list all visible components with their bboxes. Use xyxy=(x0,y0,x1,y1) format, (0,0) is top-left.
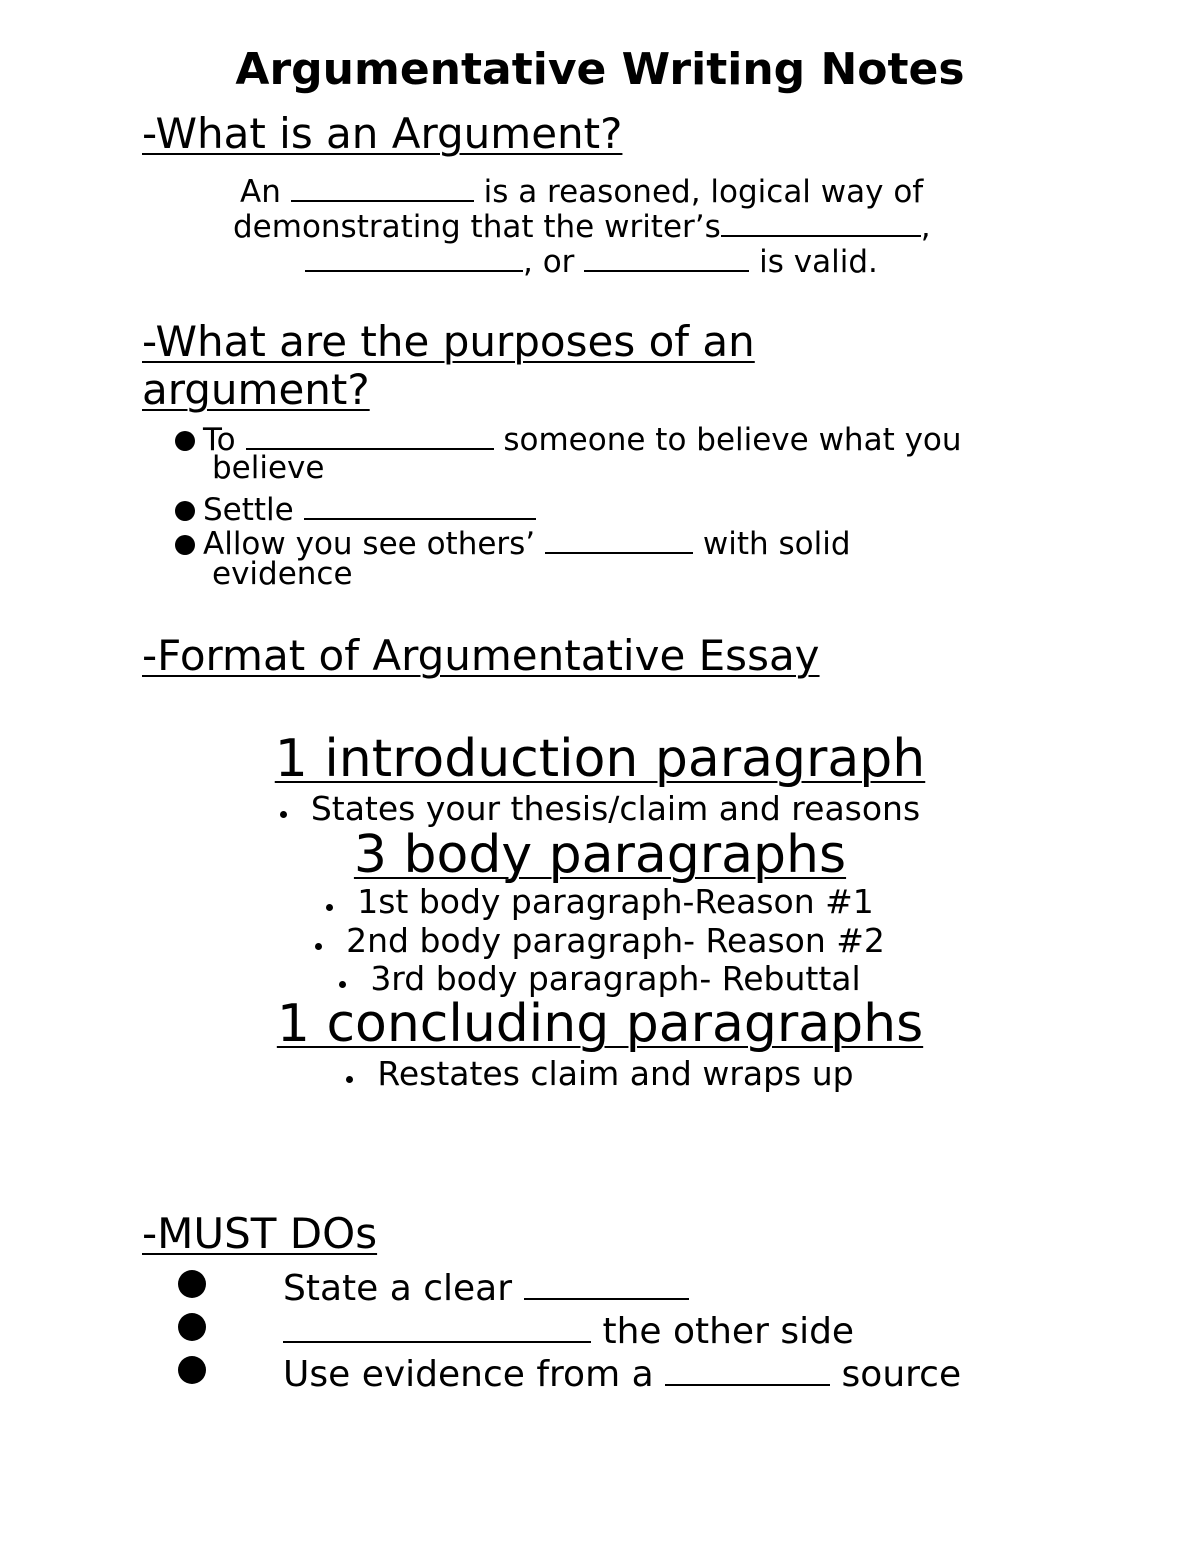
fill-in-blank xyxy=(584,239,749,272)
text-fragment: State a clear xyxy=(283,1268,513,1309)
fill-in-blank xyxy=(721,204,921,237)
fill-in-blank xyxy=(545,521,693,554)
text-fragment: demonstrating that the writer’s xyxy=(233,209,721,245)
bullet-icon xyxy=(175,535,195,555)
must-do-item-3 xyxy=(178,1348,1078,1395)
bullet-icon xyxy=(178,1356,206,1384)
text-fragment: , or xyxy=(523,244,575,280)
intro-paragraph-heading: 1 introduction paragraph xyxy=(274,729,926,789)
intro-paragraph-item xyxy=(0,790,1200,828)
text-fragment: 3rd body paragraph- Rebuttal xyxy=(370,959,861,998)
bullet-icon xyxy=(178,1313,206,1341)
section-heading-format: -Format of Argumentative Essay xyxy=(142,631,820,680)
text-fragment: Use evidence from a xyxy=(283,1354,654,1395)
fill-in-blank xyxy=(665,1348,830,1386)
bullet-icon xyxy=(339,981,346,988)
bullet-icon xyxy=(175,501,195,521)
body-paragraph-item-2 xyxy=(0,922,1200,960)
must-do-text xyxy=(283,1305,854,1353)
text-fragment: source xyxy=(841,1354,962,1395)
text-fragment: 1st body paragraph-Reason #1 xyxy=(357,882,874,921)
fill-in-blank xyxy=(304,487,536,520)
text-fragment: , xyxy=(920,209,931,245)
concluding-paragraph-item xyxy=(0,1055,1200,1093)
section-heading-purposes-line-1: -What are the purposes of an xyxy=(142,317,755,366)
text-fragment: States your thesis/claim and reasons xyxy=(310,789,921,828)
document-title: Argumentative Writing Notes xyxy=(235,44,965,95)
purpose-bullet-1-continued: believe xyxy=(212,450,325,486)
must-do-item-2 xyxy=(178,1305,1078,1352)
bullet-icon xyxy=(315,943,322,950)
text-fragment: is a reasoned, logical way of xyxy=(483,174,924,210)
section-heading-must-dos: -MUST DOs xyxy=(142,1209,378,1258)
must-do-item-1 xyxy=(178,1262,1078,1309)
text-fragment: the other side xyxy=(602,1311,855,1352)
text-fragment: Settle xyxy=(203,492,294,528)
text-fragment: someone to believe what you xyxy=(503,422,962,458)
fill-in-blank xyxy=(283,1305,591,1343)
text-fragment: 2nd body paragraph- Reason #2 xyxy=(346,921,885,960)
purpose-bullet-3-continued: evidence xyxy=(212,556,353,592)
body-paragraph-item-3 xyxy=(0,960,1200,998)
text-fragment: with solid xyxy=(702,526,851,562)
fill-in-blank xyxy=(246,417,494,450)
body-paragraphs-heading: 3 body paragraphs xyxy=(353,825,847,885)
bullet-icon xyxy=(326,904,333,911)
definition-line-3 xyxy=(305,239,878,280)
bullet-icon xyxy=(178,1270,206,1298)
concluding-paragraph-heading: 1 concluding paragraphs xyxy=(276,994,924,1054)
bullet-icon xyxy=(346,1076,353,1083)
text-fragment: An xyxy=(240,174,281,210)
body-paragraph-item-1 xyxy=(0,883,1200,921)
must-do-text xyxy=(283,1262,689,1310)
bullet-icon xyxy=(175,431,195,451)
text-fragment: To xyxy=(203,422,236,458)
text-fragment: Allow you see others’ xyxy=(203,526,536,562)
text-fragment: Restates claim and wraps up xyxy=(377,1054,854,1093)
section-heading-what-is-argument: -What is an Argument? xyxy=(142,109,623,158)
text-fragment: is valid. xyxy=(759,244,878,280)
section-heading-purposes-line-2: argument? xyxy=(142,365,370,414)
fill-in-blank xyxy=(291,169,474,202)
bullet-icon xyxy=(280,811,287,818)
fill-in-blank xyxy=(524,1262,689,1300)
fill-in-blank xyxy=(305,239,523,272)
must-do-text xyxy=(283,1348,961,1396)
